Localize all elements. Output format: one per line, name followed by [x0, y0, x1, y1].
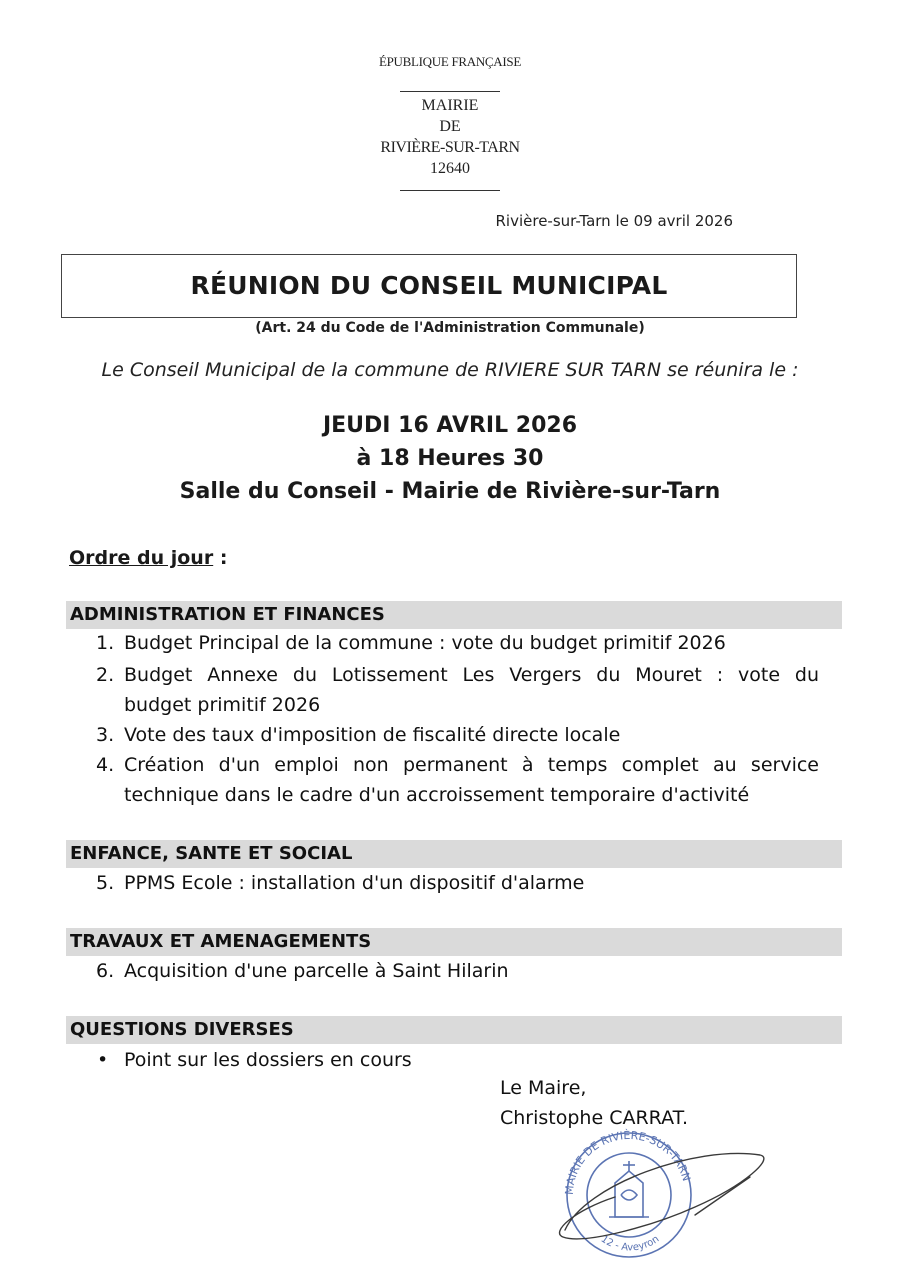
bullet-icon: •: [97, 1049, 109, 1071]
agenda-item-text-line1: Création d'un emploi non permanent à temps complet au service: [124, 754, 819, 776]
section-enfance-header: [66, 840, 842, 868]
stamp-bottom-text: 12 - Aveyron: [598, 1233, 662, 1254]
section-travaux-title: TRAVAUX ET AMENAGEMENTS: [70, 931, 372, 952]
title-box: [61, 254, 797, 318]
signatory-name: Christophe CARRAT.: [500, 1107, 689, 1129]
agenda-item-text: Vote des taux d'imposition de fiscalité directe locale: [124, 724, 621, 746]
stamp-ring-text: MAIRIE DE RIVIÈRE-SUR-TARN: [562, 1128, 694, 1196]
section-travaux-header: [66, 928, 842, 956]
date-line: Rivière-sur-Tarn le 09 avril 2026: [495, 212, 733, 230]
agenda-item-text: PPMS Ecole : installation d'un dispositif d'alarme: [124, 872, 585, 894]
agenda-item-text: Point sur les dossiers en cours: [124, 1049, 412, 1071]
section-admin-header: [66, 601, 842, 629]
agenda-item-text-line2: technique dans le cadre d'un accroissement temporaire d'activité: [124, 784, 750, 806]
agenda-colon: :: [213, 547, 228, 569]
section-admin-title: ADMINISTRATION ET FINANCES: [70, 604, 385, 625]
meeting-place: Salle du Conseil - Mairie de Rivière-sur-Tarn: [179, 479, 721, 504]
postal-code: 12640: [430, 160, 470, 177]
signatory-role: Le Maire,: [500, 1077, 587, 1099]
agenda-item-number: 4.: [96, 754, 115, 776]
document-title: RÉUNION DU CONSEIL MUNICIPAL: [190, 271, 668, 300]
meeting-time: à 18 Heures 30: [356, 446, 544, 471]
agenda-item-text: Acquisition d'une parcelle à Saint Hilarin: [124, 960, 509, 982]
republique-header: ÉPUBLIQUE FRANÇAISE: [378, 54, 521, 69]
agenda-item-text-line1: Budget Annexe du Lotissement Les Vergers du Mouret : vote du: [124, 664, 819, 686]
agenda-label: Ordre du jour: [69, 547, 214, 569]
header-divider-top: [400, 91, 500, 92]
mairie-stamp: [545, 1125, 775, 1260]
legal-reference: (Art. 24 du Code de l'Administration Communale): [255, 320, 645, 336]
section-questions-title: QUESTIONS DIVERSES: [70, 1019, 294, 1040]
agenda-item-number: 6.: [96, 960, 115, 982]
agenda-heading: [69, 547, 227, 569]
mairie-name-line1: MAIRIE: [421, 97, 479, 114]
agenda-item-number: 1.: [96, 632, 115, 654]
agenda-item-number: 5.: [96, 872, 115, 894]
mairie-name-line3: RIVIÈRE-SUR-TARN: [380, 139, 520, 156]
intro-text: Le Conseil Municipal de la commune de RIVIERE SUR TARN se réunira le :: [101, 359, 799, 381]
agenda-item-text: Budget Principal de la commune : vote du budget primitif 2026: [124, 632, 726, 654]
section-questions-header: [66, 1016, 842, 1044]
meeting-date: JEUDI 16 AVRIL 2026: [322, 413, 578, 438]
agenda-item-number: 3.: [96, 724, 115, 746]
header-divider-bottom: [400, 190, 500, 191]
agenda-item-text-line2: budget primitif 2026: [124, 694, 321, 716]
mairie-name-line2: DE: [439, 118, 461, 135]
section-enfance-title: ENFANCE, SANTE ET SOCIAL: [70, 843, 353, 864]
agenda-item-number: 2.: [96, 664, 115, 686]
